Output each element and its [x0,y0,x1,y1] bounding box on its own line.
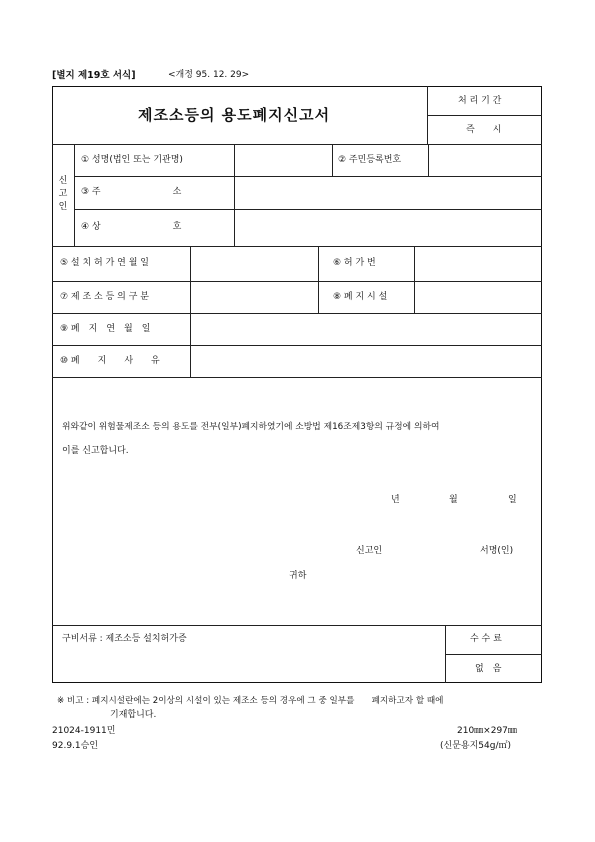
paper-spec: (신문용지54g/㎡) [440,741,511,751]
addressee-label: 귀하 [289,571,307,581]
revision-date: <개정 95. 12. 29> [168,70,250,80]
required-documents: 구비서류 : 제조소등 설치허가증 [62,634,187,644]
applicant-name-field[interactable] [236,146,330,174]
trade-name-field[interactable] [236,211,540,244]
reporter-label: 신고인 [356,546,383,556]
processing-period-value: 즉 시 [466,125,502,135]
trade-name-label: ④ 상 호 [81,222,182,232]
statement-line-2: 이를 신고합니다. [62,446,129,456]
abolished-facility-field[interactable] [416,283,540,311]
paper-size: 210㎜×297㎜ [457,726,517,736]
address-label: ③ 주 소 [81,187,182,197]
form-title: 제조소등의 용도폐지신고서 [138,106,331,124]
fee-label: 수 수 료 [470,634,502,644]
abolish-reason-field[interactable] [192,347,540,375]
permit-number-field[interactable] [416,248,540,279]
abolished-facility-label: ⑧ 폐 지 시 설 [333,292,388,302]
install-date-field[interactable] [192,248,316,279]
signature-label: 서명(인) [480,546,514,556]
resident-id-label: ② 주민등록번호 [338,155,402,165]
fee-value: 없 음 [475,664,502,674]
form-code: 21024-1911민 [52,726,116,736]
abolish-date-field[interactable] [192,315,540,343]
date-year-label: 년 [391,495,400,505]
facility-type-field[interactable] [192,283,316,311]
abolish-reason-label: ⑩ 폐 지 사 유 [60,356,160,366]
date-day-label: 일 [508,495,517,505]
approval-date: 92.9.1승인 [52,741,99,751]
form-number: [별지 제19호 서식] [52,70,136,81]
date-month-label: 월 [449,495,458,505]
note-text-continued: 기재합니다. [110,710,157,720]
address-field[interactable] [236,178,540,207]
facility-type-label: ⑦ 제 조 소 등 의 구 분 [60,292,149,302]
applicant-group-label: 신 고 인 [58,176,68,212]
applicant-name-label: ① 성명(법인 또는 기관명) [81,155,183,165]
statement-line-1: 위와같이 위험물제조소 등의 용도를 전부(일부)폐지하였기에 소방법 제16조제3항의 규정에 의하여 [62,422,440,432]
permit-number-label: ⑥ 허 가 번 [333,258,376,268]
note-text: ※ 비고 : 폐지시설란에는 2이상의 시설이 있는 제조소 등의 경우에 그 중 일부를 폐지하고자 할 때에 [57,696,444,706]
processing-period-label: 처 리 기 간 [458,96,502,106]
abolish-date-label: ⑨ 폐 지 연 월 일 [60,324,151,334]
resident-id-field[interactable] [430,146,540,174]
install-date-label: ⑤ 설 치 허 가 연 월 일 [60,258,149,268]
